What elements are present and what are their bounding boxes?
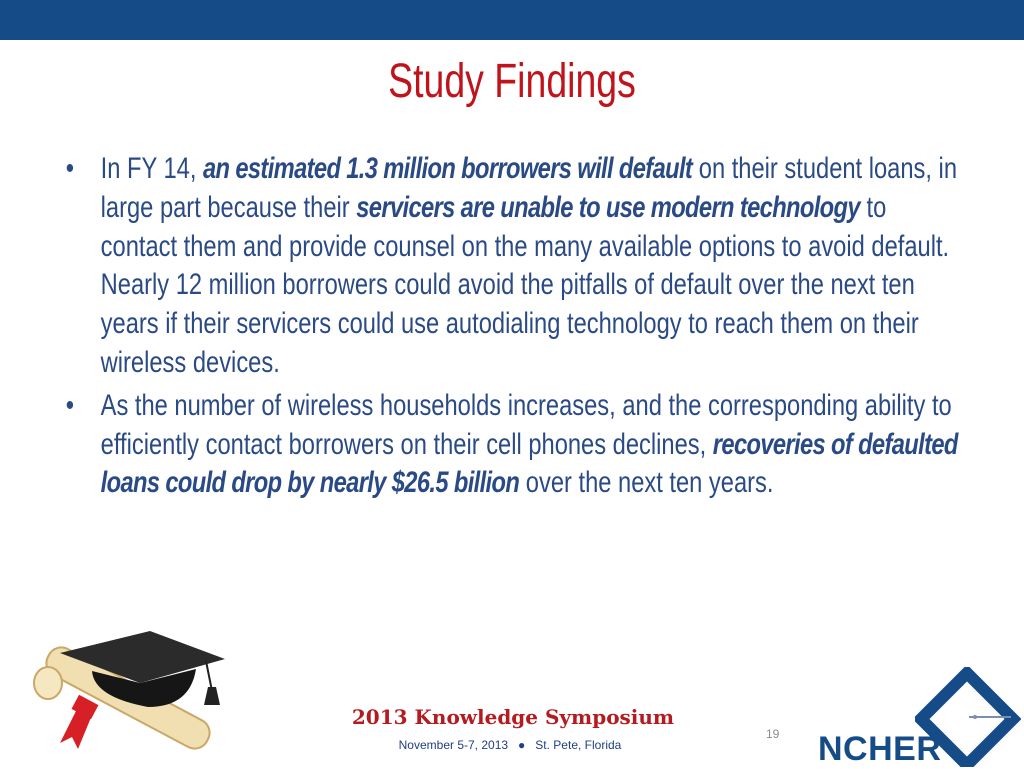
separator-dot: ●	[518, 738, 526, 752]
top-bar	[0, 0, 1024, 40]
emphasis-text: recoveries of defaulted loans could drop by nearly $26.5 billion	[100, 427, 958, 500]
event-details	[310, 738, 710, 752]
bullet-icon: •	[65, 388, 74, 422]
page-number: 19	[766, 727, 780, 741]
bullet-item	[58, 150, 959, 383]
event-title: 2013 Knowledge Symposium	[351, 705, 675, 729]
ncher-logo-text: NCHER	[818, 730, 942, 768]
bullet-list	[58, 150, 959, 503]
bullet-icon: •	[65, 152, 74, 185]
slide-title: Study Findings	[388, 55, 636, 108]
emphasis-text: servicers are unable to use modern technology	[356, 190, 860, 224]
graduation-cap-diploma-icon	[20, 625, 260, 765]
bullet-text: In FY 14, an estimated 1.3 million borrowers will default on their student loans, in large part because their servicers are unable to use modern technology to contact them and provide counsel on the many available options to avoid default. Nearly 12 million borrowers could avoid the pitfalls of default over the next ten years if their servicers could use autodialing technology to reach them on their wireless devices.	[100, 152, 958, 379]
event-dates: November 5-7, 2013	[398, 738, 509, 752]
bullet-item	[58, 387, 959, 503]
bullet-text: As the number of wireless households increases, and the corresponding ability to efficiently contact borrowers on their cell phones declines, recoveries of defaulted loans could drop by nearly $26.5 billion over the next ten years.	[100, 388, 958, 500]
event-location: St. Pete, Florida	[535, 738, 622, 752]
emphasis-text: an estimated 1.3 million borrowers will default	[202, 152, 693, 185]
